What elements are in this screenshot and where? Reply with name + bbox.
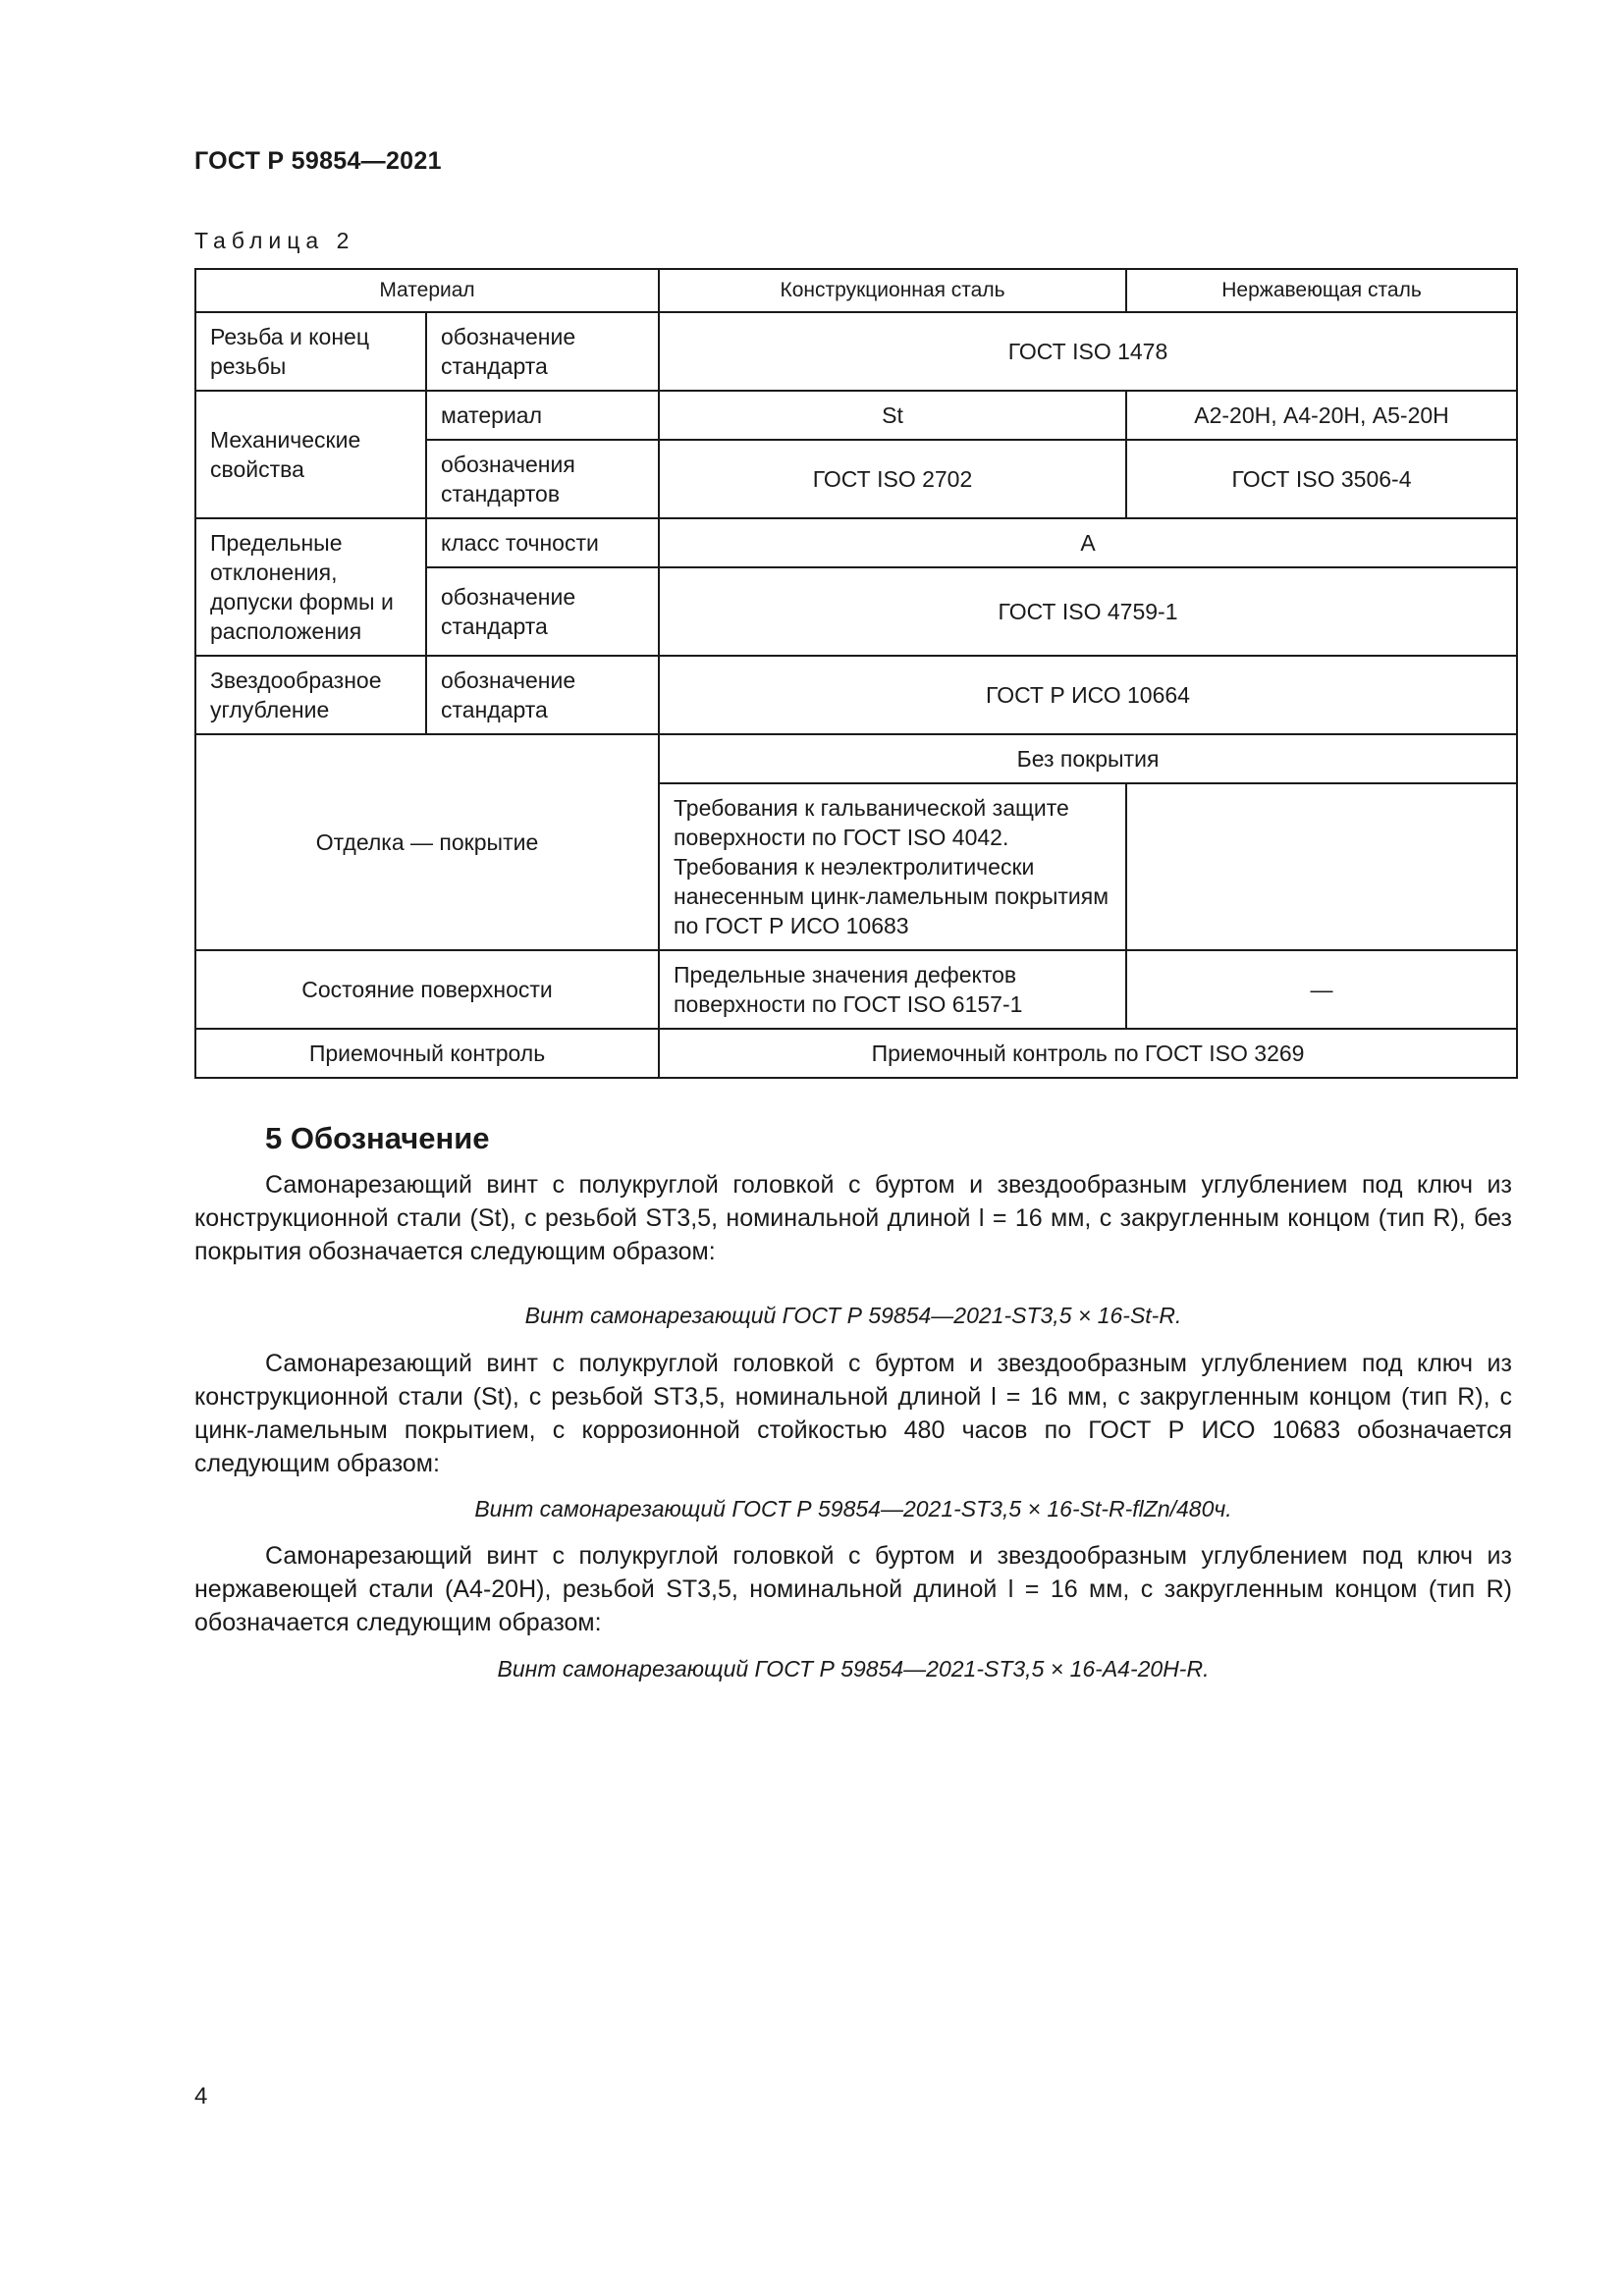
row-group-finish: Отделка — покрытие xyxy=(195,734,659,950)
table-row xyxy=(195,1029,1517,1078)
row-group-tolerances: Предельные отклонения, допуски формы и расположения xyxy=(195,518,426,656)
paragraph: Самонарезающий винт с полукруглой головкой с буртом и звездообразным углублением под ключ из конструкционной стали (St), с резьбой ST3,5, номинальной длиной l = 16 мм, с закругленным концом (тип R), с цинк-ламельным покрытием, с коррозионной стойкостью 480 часов по ГОСТ Р ИСО 10683 обозначается следующим образом: xyxy=(194,1350,1512,1477)
table-row xyxy=(195,950,1517,1029)
designation-example: Винт самонарезающий ГОСТ Р 59854—2021-ST3,5 × 16-St-R. xyxy=(524,1303,1182,1328)
paragraph: Самонарезающий винт с полукруглой головкой с буртом и звездообразным углублением под ключ из конструкционной стали (St), с резьбой ST3,5, номинальной длиной l = 16 мм, с закругленным концом (тип R), без покрытия обозначается следующим образом: xyxy=(194,1171,1512,1265)
cell-value: ГОСТ Р ИСО 10664 xyxy=(659,656,1517,734)
cell-value: А xyxy=(659,518,1517,567)
table-row xyxy=(195,656,1517,734)
paragraph: Самонарезающий винт с полукруглой головкой с буртом и звездообразным углублением под ключ из нержавеющей стали (А4-20Н), резьбой ST3,5, номинальной длиной l = 16 мм, с закругленным концом (тип R) обозначается следующим образом: xyxy=(194,1542,1512,1636)
table-row xyxy=(195,391,1517,440)
cell-value: St xyxy=(659,391,1126,440)
row-group-surface: Состояние поверхности xyxy=(195,950,659,1029)
row-label: обозначение стандарта xyxy=(426,567,659,656)
table-row xyxy=(195,734,1517,783)
section-title: 5 Обозначение xyxy=(265,1121,490,1155)
table-row xyxy=(195,312,1517,391)
specification-table xyxy=(194,268,1518,1079)
row-label: обозначение стандарта xyxy=(426,312,659,391)
row-label: обозначение стандарта xyxy=(426,656,659,734)
row-group-mechanical: Механические свойства xyxy=(195,391,426,518)
cell-value: Приемочный контроль по ГОСТ ISO 3269 xyxy=(659,1029,1517,1078)
row-group-thread: Резьба и конец резьбы xyxy=(195,312,426,391)
designation-example: Винт самонарезающий ГОСТ Р 59854—2021-ST3,5 × 16-St-R-flZn/480ч. xyxy=(474,1496,1232,1522)
cell-value: Предельные значения дефектов поверхности по ГОСТ ISO 6157-1 xyxy=(659,950,1126,1029)
cell-value: ГОСТ ISO 2702 xyxy=(659,440,1126,518)
row-group-recess: Звездообразное углубление xyxy=(195,656,426,734)
row-label: класс точности xyxy=(426,518,659,567)
table-row xyxy=(195,518,1517,567)
cell-value: Без покрытия xyxy=(659,734,1517,783)
cell-value: А2-20Н, А4-20Н, А5-20Н xyxy=(1126,391,1517,440)
cell-value: Требования к гальванической защите поверхности по ГОСТ ISO 4042. Требования к неэлектролитически нанесенным цинк-ламельным покрытиям по ГОСТ Р ИСО 10683 xyxy=(659,783,1126,950)
designation-example: Винт самонарезающий ГОСТ Р 59854—2021-ST3,5 × 16-A4-20H-R. xyxy=(497,1656,1210,1682)
cell-value: ГОСТ ISO 1478 xyxy=(659,312,1517,391)
table-header-row xyxy=(195,269,1517,312)
cell-value: — xyxy=(1126,950,1517,1029)
page-number: 4 xyxy=(194,2083,208,2109)
document-header: ГОСТ Р 59854—2021 xyxy=(194,147,442,175)
cell-value: ГОСТ ISO 4759-1 xyxy=(659,567,1517,656)
col-header-stainless-steel: Нержавеющая сталь xyxy=(1126,269,1517,312)
row-label: обозначения стандартов xyxy=(426,440,659,518)
table-caption: Таблица 2 xyxy=(194,228,355,253)
cell-value: ГОСТ ISO 3506-4 xyxy=(1126,440,1517,518)
row-label: материал xyxy=(426,391,659,440)
col-header-structural-steel: Конструкционная сталь xyxy=(659,269,1126,312)
cell-value xyxy=(1126,783,1517,950)
row-group-acceptance: Приемочный контроль xyxy=(195,1029,659,1078)
col-header-material: Материал xyxy=(195,269,659,312)
